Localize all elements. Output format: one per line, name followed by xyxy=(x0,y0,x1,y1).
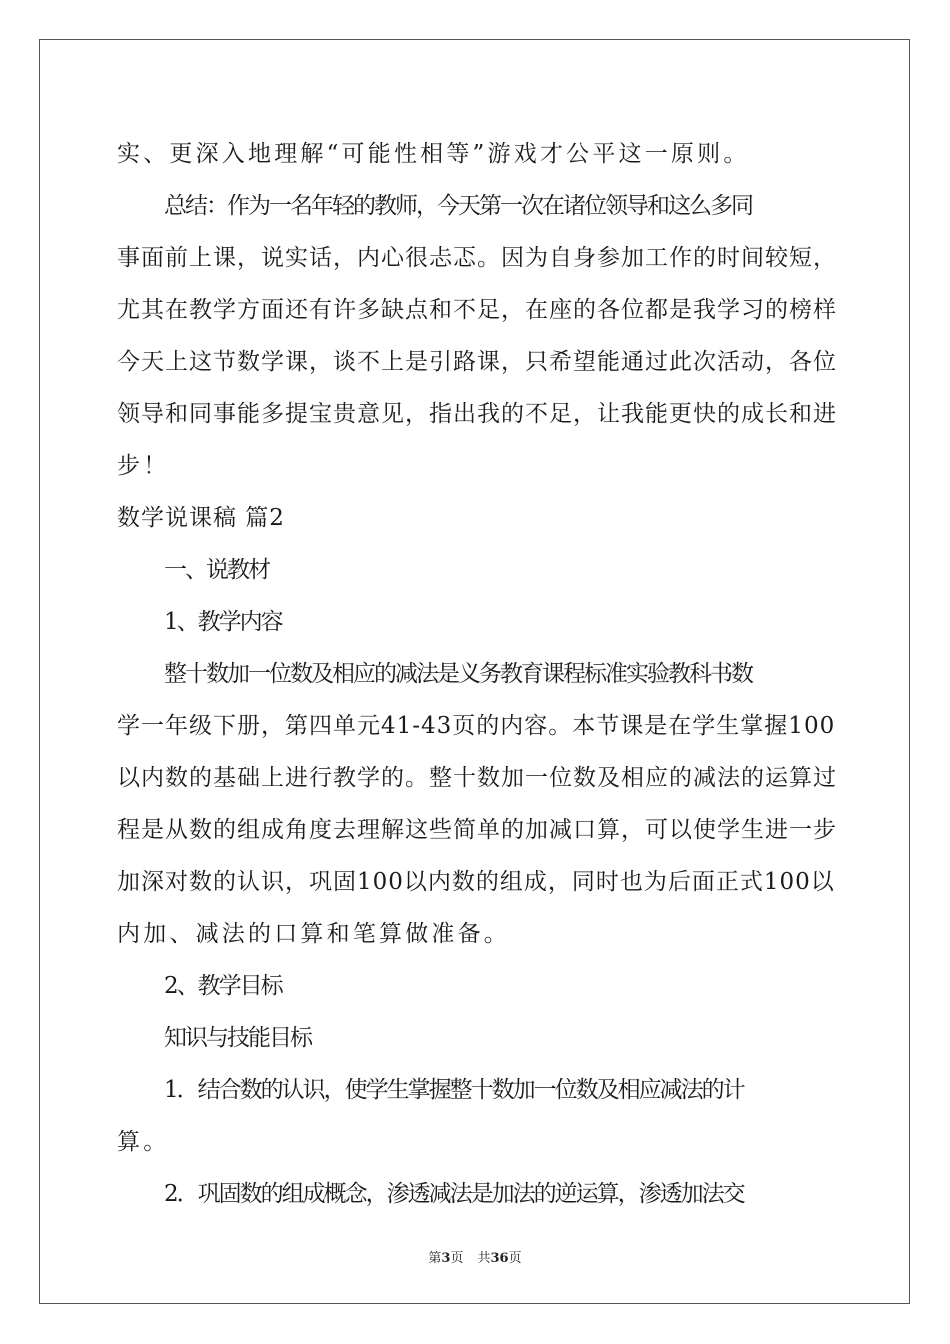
total-prefix: 共 xyxy=(477,1251,491,1266)
text-line: 2．巩固数的组成概念，渗透减法是加法的逆运算，渗透加法交 xyxy=(164,1181,744,1207)
text-line: 领导和同事能多提宝贵意见，指出我的不足，让我能更快的成长和进 xyxy=(117,401,837,427)
page-number: 3 xyxy=(441,1251,451,1266)
document-body xyxy=(117,128,837,1220)
page-prefix: 第 xyxy=(428,1251,442,1266)
text-line: 一、说教材 xyxy=(164,557,269,583)
text-line: 尤其在教学方面还有许多缺点和不足，在座的各位都是我学习的榜样 xyxy=(117,297,837,323)
text-line: 事面前上课，说实话，内心很忐忑。因为自身参加工作的时间较短， xyxy=(117,245,837,271)
text-line: 1、教学内容 xyxy=(164,609,282,635)
page-footer xyxy=(0,1247,950,1266)
text-line: 步！ xyxy=(117,453,170,479)
text-line: 程是从数的组成角度去理解这些简单的加减口算，可以使学生进一步 xyxy=(117,817,837,843)
heading-knowledge-goals xyxy=(117,1012,837,1064)
text-line: 2、教学目标 xyxy=(164,973,282,999)
text-line: 知识与技能目标 xyxy=(164,1025,311,1051)
paragraph-summary xyxy=(117,180,837,492)
text-line: 1．结合数的认识，使学生掌握整十数加一位数及相应减法的计 xyxy=(164,1077,744,1103)
text-line: 以内数的基础上进行教学的。整十数加一位数及相应的减法的运算过 xyxy=(117,765,837,791)
text-line: 学一年级下册，第四单元41-43页的内容。本节课是在学生掌握100 xyxy=(117,713,836,739)
paragraph-goal-2 xyxy=(117,1168,837,1220)
heading-teaching-goals xyxy=(117,960,837,1012)
paragraph-goal-1 xyxy=(117,1064,837,1168)
total-pages: 36 xyxy=(490,1251,509,1266)
paragraph-continuation xyxy=(117,128,837,180)
text-line: 整十数加一位数及相应的减法是义务教育课程标准实验教科书数 xyxy=(164,661,752,687)
text-line: 今天上这节数学课，谈不上是引路课，只希望能通过此次活动，各位 xyxy=(117,349,837,375)
heading-teaching-material xyxy=(117,544,837,596)
text-line: 加深对数的认识，巩固100以内数的组成，同时也为后面正式100以 xyxy=(117,869,835,895)
text-line: 实、更深入地理解“可能性相等”游戏才公平这一原则。 xyxy=(117,141,750,167)
total-suffix: 页 xyxy=(508,1251,522,1266)
text-line: 算。 xyxy=(117,1129,170,1155)
paragraph-content xyxy=(117,648,837,960)
heading-teaching-content xyxy=(117,596,837,648)
section-title: 数学说课稿 篇2 xyxy=(117,505,285,531)
text-line: 总结：作为一名年轻的教师，今天第一次在诸位领导和这么多同 xyxy=(164,193,752,219)
text-line: 内加、减法的口算和笔算做准备。 xyxy=(117,921,510,947)
page-suffix: 页 xyxy=(450,1251,464,1266)
